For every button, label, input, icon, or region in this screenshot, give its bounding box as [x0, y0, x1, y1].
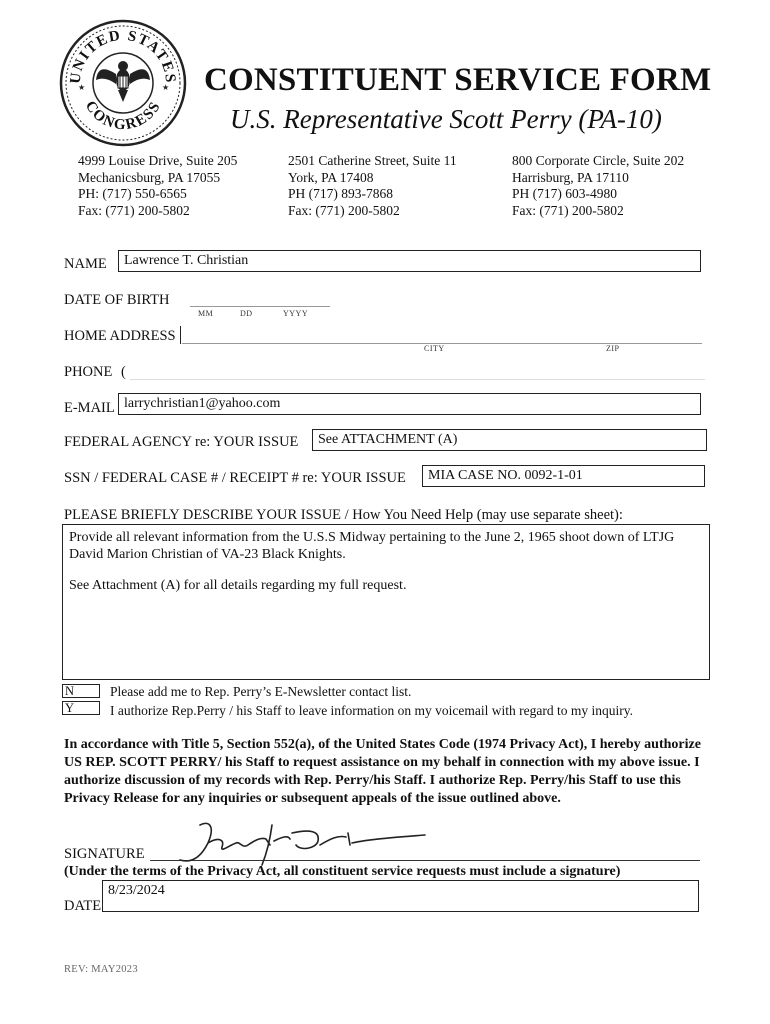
voicemail-label: I authorize Rep.Perry / his Staff to leave information on my voicemail with regard to my inquiry.	[110, 703, 633, 718]
office-address-line: 2501 Catherine Street, Suite 11	[288, 153, 457, 168]
date-label: DATE	[64, 898, 102, 914]
svg-text:★: ★	[162, 83, 170, 92]
office-phone-line: PH: (717) 550-6565	[78, 186, 187, 201]
signature-requirement-note: (Under the terms of the Privacy Act, all constituent service requests must include a signature)	[64, 864, 621, 879]
form-title: CONSTITUENT SERVICE FORM	[204, 62, 712, 98]
office-phone-line: PH (717) 893-7868	[288, 186, 393, 201]
office-city-line: York, PA 17408	[288, 169, 374, 185]
office-phone-line: PH (717) 603-4980	[512, 186, 617, 201]
date-field[interactable]: 8/23/2024	[102, 880, 699, 912]
form-subtitle: U.S. Representative Scott Perry (PA-10)	[230, 104, 662, 134]
describe-issue-textarea[interactable]	[62, 524, 710, 680]
address-zip-hint: ZIP	[606, 344, 620, 353]
seal-text-top: UNITED STATES	[67, 27, 179, 85]
dob-yyyy-hint: YYYY	[283, 309, 309, 318]
email-field[interactable]: larrychristian1@yahoo.com	[118, 393, 701, 415]
office-address-line: 4999 Louise Drive, Suite 205	[78, 153, 238, 168]
issue-paragraph-1: Provide all relevant information from the U.S.S Midway pertaining to the June 2, 1965 shoot down of LTJG David Marion Christian of VA-23 Black Knights.	[69, 530, 675, 562]
phone-label: PHONE	[64, 364, 113, 380]
email-label: E-MAIL	[64, 400, 115, 416]
office-mechanicsburg	[78, 153, 237, 219]
text-cursor	[180, 326, 181, 344]
office-fax-line: Fax: (771) 200-5802	[288, 202, 400, 218]
svg-text:★: ★	[78, 83, 86, 92]
name-label: NAME	[64, 256, 107, 272]
office-fax-line: Fax: (771) 200-5802	[512, 202, 624, 218]
dob-label: DATE OF BIRTH	[64, 292, 170, 308]
seal-text-bottom: CONGRESS	[81, 98, 165, 134]
describe-issue-label: PLEASE BRIEFLY DESCRIBE YOUR ISSUE / How You Need Help (may use separate sheet):	[64, 507, 623, 523]
office-city-line: Harrisburg, PA 17110	[512, 169, 629, 185]
office-harrisburg	[512, 153, 684, 219]
seal-icon	[58, 18, 188, 148]
office-york	[288, 153, 457, 219]
federal-agency-field[interactable]: See ATTACHMENT (A)	[312, 429, 707, 451]
phone-field[interactable]	[130, 379, 705, 380]
newsletter-checkbox[interactable]: N	[62, 684, 100, 698]
voicemail-checkbox[interactable]: Y	[62, 701, 100, 715]
case-number-field[interactable]: MIA CASE NO. 0092-1-01	[422, 465, 705, 487]
case-number-label: SSN / FEDERAL CASE # / RECEIPT # re: YOUR ISSUE	[64, 470, 406, 486]
office-city-line: Mechanicsburg, PA 17055	[78, 169, 221, 185]
home-address-label: HOME ADDRESS	[64, 328, 176, 344]
signature-label: SIGNATURE	[64, 846, 145, 862]
office-address-line: 800 Corporate Circle, Suite 202	[512, 153, 685, 168]
issue-paragraph-2: See Attachment (A) for all details regarding my full request.	[69, 578, 407, 593]
address-city-hint: CITY	[424, 344, 445, 353]
privacy-act-statement: In accordance with Title 5, Section 552(a), of the United States Code (1974 Privacy Act), I hereby authorize US REP. SCOTT PERRY/ his Staff to request assistance on my behalf in connection with my above issue. I authorize discussion of my records with Rep. Perry/his Staff. I authorize Rep. Perry/his Staff to use this Privacy Release for any inquiries or subsequent appeals of the issue outlined above.	[64, 737, 701, 806]
congress-seal-logo	[58, 18, 188, 148]
revision-label: REV: MAY2023	[64, 964, 138, 975]
name-field[interactable]: Lawrence T. Christian	[118, 250, 701, 272]
dob-field[interactable]	[190, 306, 330, 307]
dob-dd-hint: DD	[240, 309, 253, 318]
newsletter-label: Please add me to Rep. Perry’s E-Newsletter contact list.	[110, 684, 412, 699]
federal-agency-label: FEDERAL AGENCY re: YOUR ISSUE	[64, 434, 299, 450]
dob-mm-hint: MM	[198, 309, 214, 318]
phone-paren: (	[121, 364, 126, 380]
office-fax-line: Fax: (771) 200-5802	[78, 202, 190, 218]
